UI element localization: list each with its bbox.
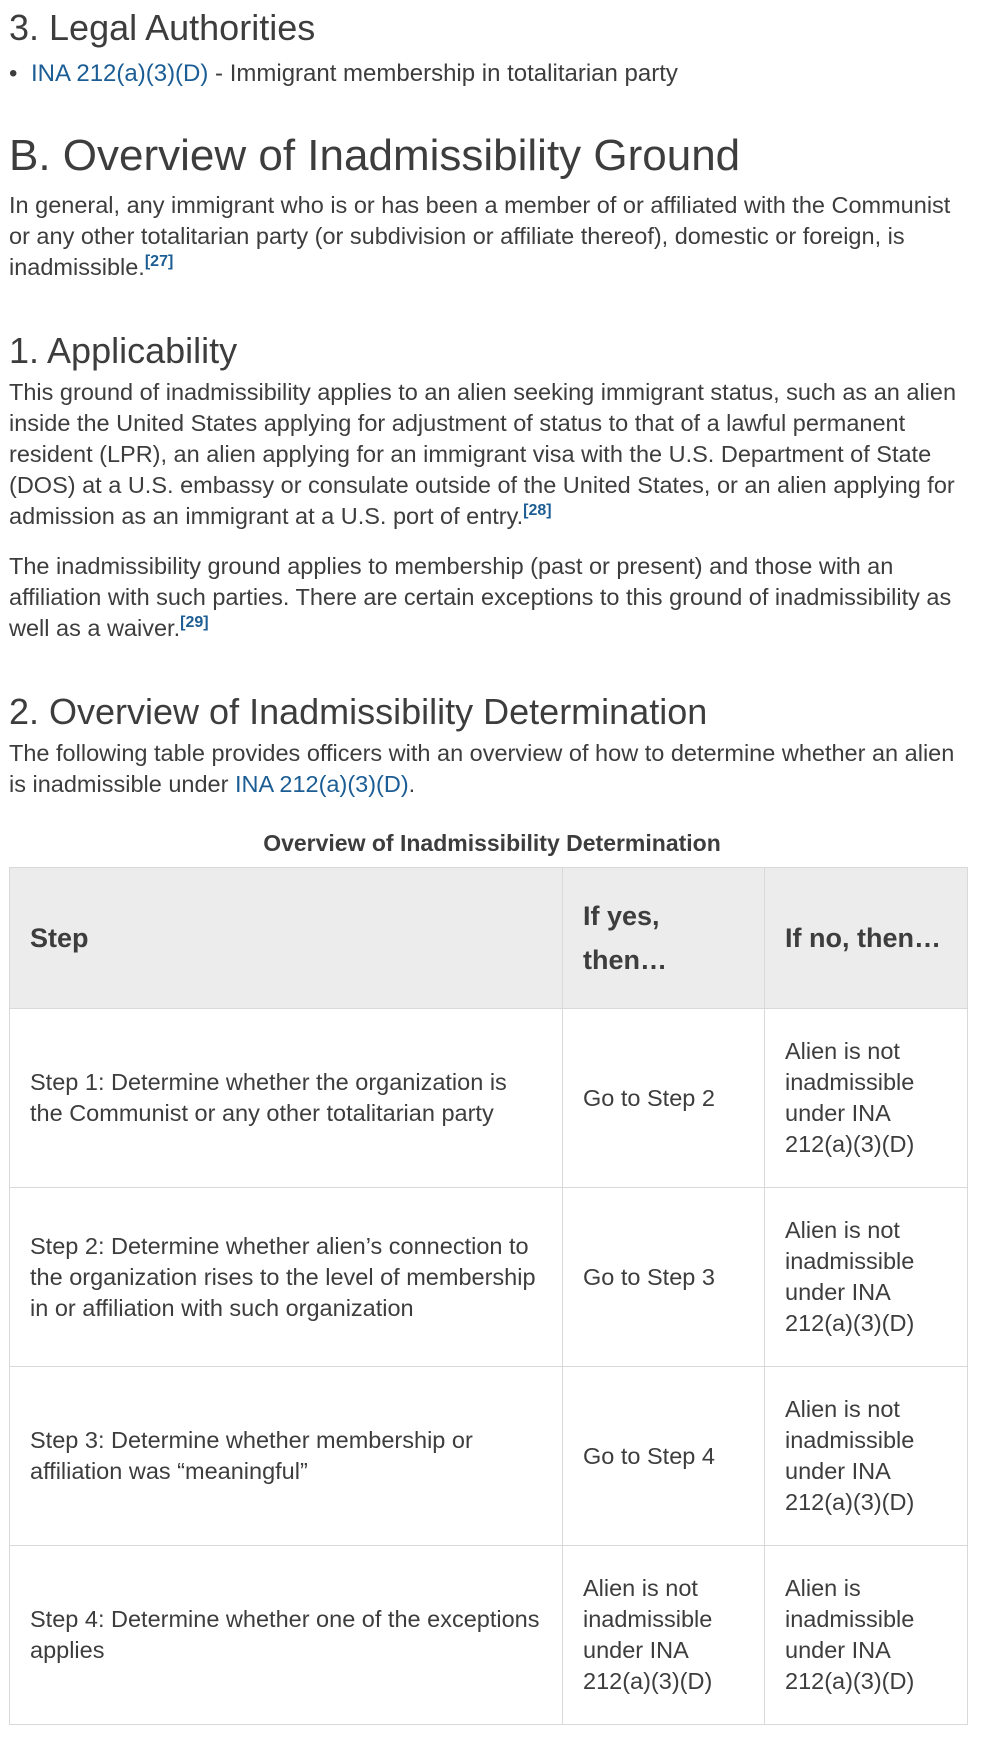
table-row	[10, 1188, 968, 1367]
applicability-paragraph-2	[9, 551, 975, 644]
legal-authorities-list	[9, 58, 975, 90]
table-caption: Overview of Inadmissibility Determination	[263, 830, 721, 856]
step-cell: Step 2: Determine whether alien’s connection to the organization rises to the level of membership in or affiliation with such organization	[10, 1188, 563, 1367]
determination-intro	[9, 738, 975, 800]
if-yes-cell: Go to Step 3	[563, 1188, 765, 1367]
determination-intro-text: The following table provides officers with an overview of how to determine whether an alien is inadmissible under	[9, 740, 955, 797]
step-cell: Step 1: Determine whether the organization is the Communist or any other totalitarian party	[10, 1009, 563, 1188]
legal-item-text: - Immigrant membership in totalitarian party	[208, 60, 678, 87]
table-row	[10, 1009, 968, 1188]
footnote-28-link[interactable]: [28]	[523, 502, 552, 519]
applicability-text-2: The inadmissibility ground applies to membership (past or present) and those with an affiliation with such parties. There are certain exceptions to this ground of inadmissibility as well as a waiver.	[9, 553, 952, 641]
list-item	[31, 58, 975, 90]
if-yes-cell: Go to Step 4	[563, 1367, 765, 1546]
table-header-row	[10, 868, 968, 1009]
policy-page	[9, 6, 975, 1725]
step-cell: Step 3: Determine whether membership or affiliation was “meaningful”	[10, 1367, 563, 1546]
header-if-no: If no, then…	[765, 868, 968, 1009]
determination-heading: 2. Overview of Inadmissibility Determination	[9, 691, 708, 732]
header-if-yes: If yes, then…	[563, 868, 765, 1009]
applicability-text-1: This ground of inadmissibility applies to an alien seeking immigrant status, such as an alien inside the United States applying for adjustment of status to that of a lawful permanent resident (LPR), an alien applying for an immigrant visa with the U.S. Department of State (DOS) at a U.S. embassy or consulate outside of the United States, or an alien applying for admission as an immigrant at a U.S. port of entry.	[9, 379, 957, 529]
applicability-paragraph-1	[9, 377, 975, 532]
if-no-cell: Alien is inadmissible under INA 212(a)(3)(D)	[765, 1546, 968, 1725]
footnote-29-link[interactable]: [29]	[180, 614, 209, 631]
table-row	[10, 1367, 968, 1546]
ina-212-inline-link[interactable]: INA 212(a)(3)(D)	[234, 771, 409, 797]
footnote-27-link[interactable]: [27]	[144, 253, 174, 270]
if-yes-cell: Alien is not inadmissible under INA 212(a)(3)(D)	[563, 1546, 765, 1725]
ina-212-link[interactable]: INA 212(a)(3)(D)	[31, 60, 209, 87]
legal-authorities-heading: 3. Legal Authorities	[9, 7, 316, 48]
if-no-cell: Alien is not inadmissible under INA 212(a)(3)(D)	[765, 1367, 968, 1546]
if-yes-cell: Go to Step 2	[563, 1009, 765, 1188]
header-step: Step	[10, 868, 563, 1009]
overview-heading: B. Overview of Inadmissibility Ground	[9, 131, 741, 180]
if-no-cell: Alien is not inadmissible under INA 212(a)(3)(D)	[765, 1188, 968, 1367]
table-row	[10, 1546, 968, 1725]
applicability-heading: 1. Applicability	[9, 330, 238, 371]
determination-intro-end: .	[408, 771, 416, 797]
step-cell: Step 4: Determine whether one of the exceptions applies	[10, 1546, 563, 1725]
if-no-cell: Alien is not inadmissible under INA 212(a)(3)(D)	[765, 1009, 968, 1188]
determination-table	[9, 867, 968, 1725]
overview-paragraph	[9, 190, 975, 283]
overview-text: In general, any immigrant who is or has been a member of or affiliated with the Communist or any other totalitarian party (or subdivision or affiliate thereof), domestic or foreign, is inadmissible.	[9, 192, 951, 280]
